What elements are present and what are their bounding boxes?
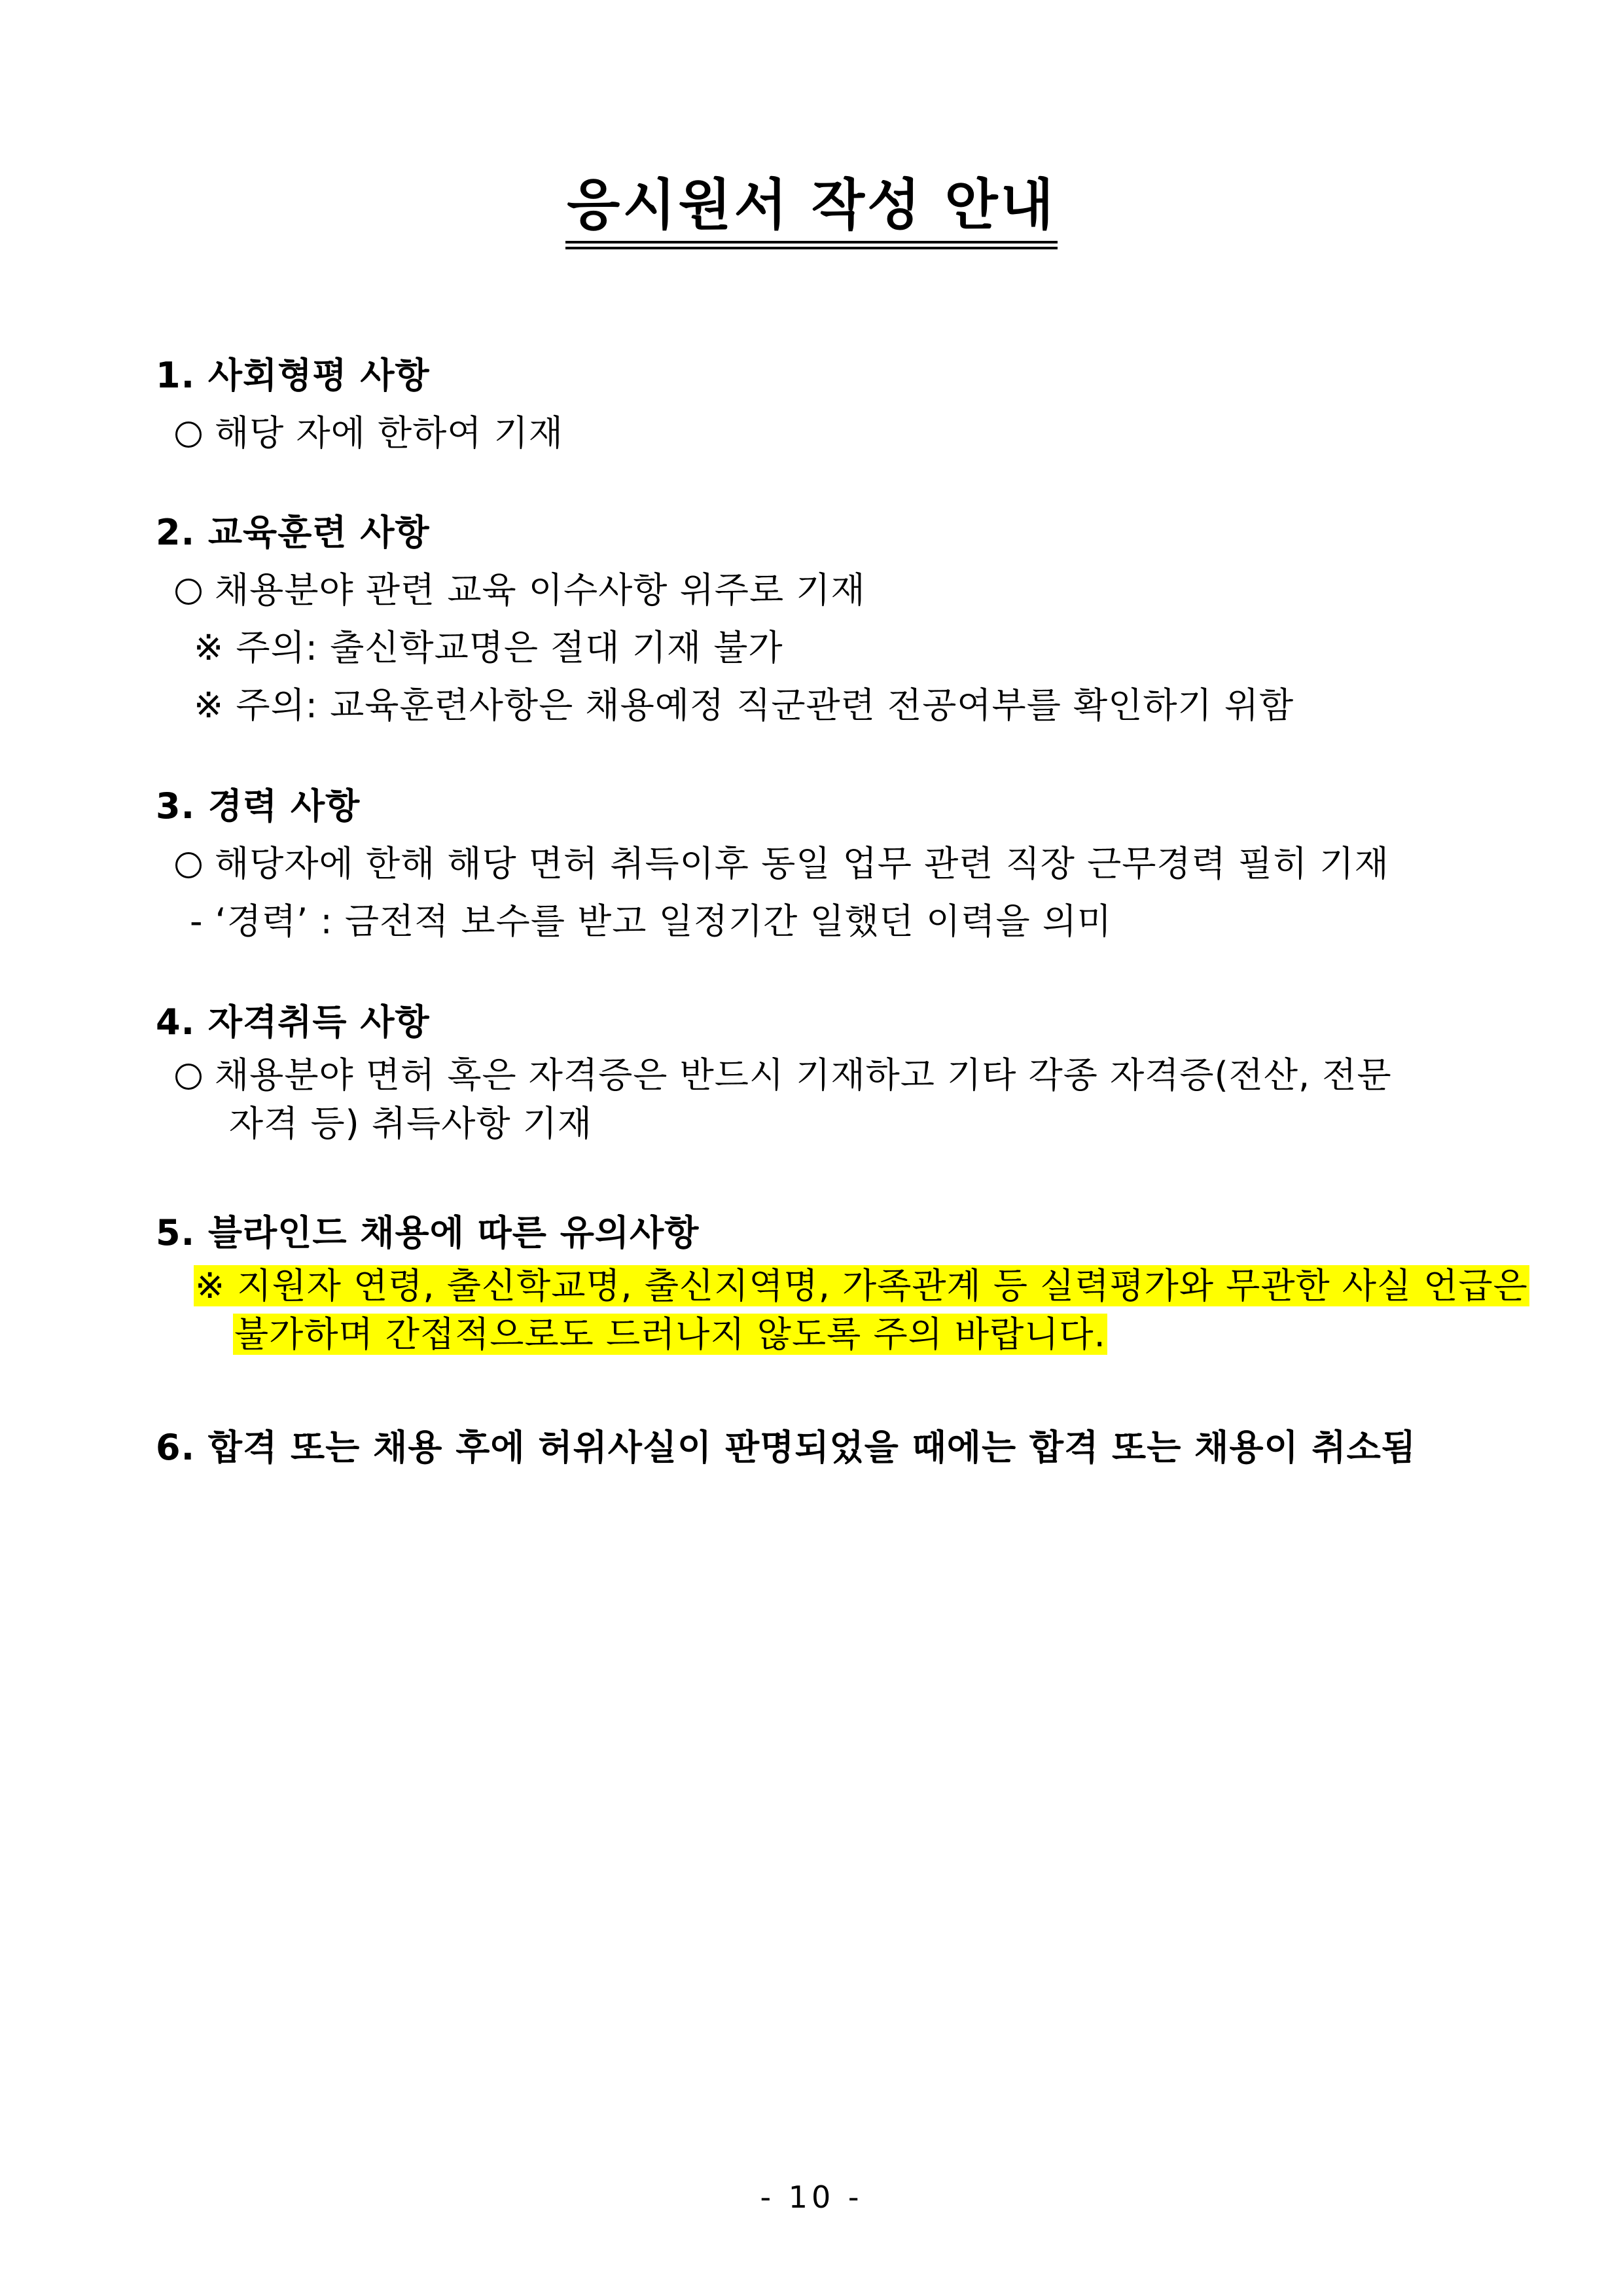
section-6 bbox=[156, 1419, 1491, 1477]
note-line: ※ 주의: 출신학교명은 절대 기재 불가 bbox=[194, 627, 783, 668]
item-text: 채용분야 관련 교육 이수사항 위주로 기재 bbox=[215, 569, 866, 611]
item-text: 해당자에 한해 해당 면허 취득이후 동일 업무 관련 직장 근무경력 필히 기재 bbox=[215, 843, 1389, 884]
item-continuation: 자격 등) 취득사항 기재 bbox=[229, 1103, 593, 1144]
section-heading: 4. 자격취득 사항 bbox=[156, 1001, 430, 1043]
page-number: - 10 - bbox=[760, 2179, 863, 2215]
section-item bbox=[156, 1051, 1491, 1100]
note-text: ※ 지원자 연령, 출신학교명, 출신지역명, 가족관계 등 실력평가와 무관한 사실 언급은 bbox=[195, 1265, 1528, 1306]
section-item bbox=[156, 404, 1491, 462]
section-3 bbox=[156, 778, 1491, 950]
section-2 bbox=[156, 504, 1491, 734]
title-container bbox=[0, 173, 1623, 249]
item-text: 해당 자에 한하여 기재 bbox=[215, 412, 563, 454]
note-line: - ‘경력’ : 금전적 보수를 받고 일정기간 일했던 이력을 의미 bbox=[190, 901, 1113, 942]
note-continuation bbox=[156, 1310, 1491, 1359]
note-text: 불가하며 간접적으로도 드러나지 않도록 주의 바랍니다. bbox=[234, 1314, 1106, 1355]
section-item bbox=[156, 562, 1491, 619]
section-5 bbox=[156, 1204, 1528, 1359]
note-line: ※ 주의: 교육훈련사항은 채용예정 직군관련 전공여부를 확인하기 위함 bbox=[194, 685, 1294, 726]
section-item bbox=[156, 835, 1491, 893]
item-text: 채용분야 면허 혹은 자격증은 반드시 기재하고 기타 각종 자격증(전산, 전문 bbox=[215, 1054, 1392, 1096]
section-heading: 3. 경력 사항 bbox=[156, 785, 361, 827]
section-heading: 1. 사회형평 사항 bbox=[156, 355, 430, 396]
section-heading: 6. 합격 또는 채용 후에 허위사실이 판명되었을 때에는 합격 또는 채용이 취소됨 bbox=[156, 1427, 1416, 1468]
section-1 bbox=[156, 347, 1491, 462]
circle-bullet-icon bbox=[175, 1064, 202, 1090]
section-heading: 2. 교육훈련 사항 bbox=[156, 512, 430, 553]
circle-bullet-icon bbox=[175, 852, 202, 878]
highlighted-note bbox=[156, 1262, 1528, 1310]
page-title: 응시원서 작성 안내 bbox=[565, 173, 1058, 249]
section-heading: 5. 블라인드 채용에 따른 유의사항 bbox=[156, 1212, 700, 1253]
section-4 bbox=[156, 994, 1491, 1148]
circle-bullet-icon bbox=[175, 579, 202, 605]
circle-bullet-icon bbox=[175, 422, 202, 448]
